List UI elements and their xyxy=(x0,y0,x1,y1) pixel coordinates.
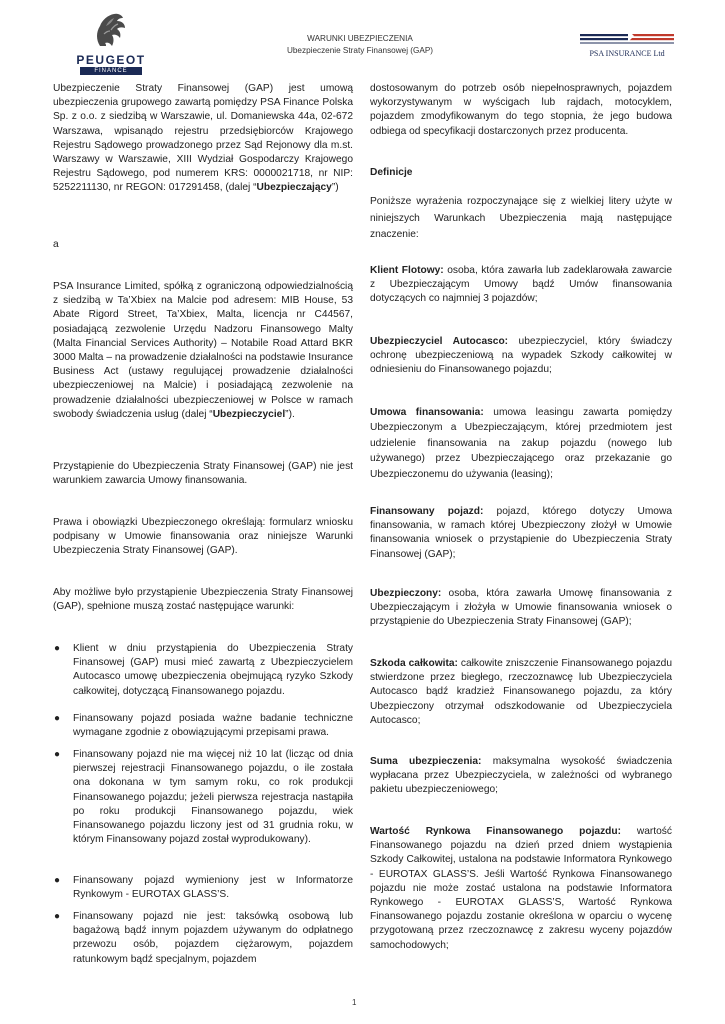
definition-item: Ubezpieczony: osoba, która zawarła Umowę finansowania z Ubezpieczającym i złożyła w Umowie finansowania wniosek o przystąpienie do Ubezpieczenia Straty Finansowej (GAP); xyxy=(370,588,672,628)
definition-term: Szkoda całkowita: xyxy=(370,658,458,669)
definitions-heading: Definicje xyxy=(370,167,413,178)
list-item: ● Klient w dniu przystąpienia do Ubezpieczenia Straty Finansowej (GAP) musi mieć zawartą z Ubezpieczycielem Autocasco umowę ubezpieczenia obejmującą ryzyko Szkody całkowitej, dotyczącą Finansowanego pojazdu. xyxy=(54,643,353,697)
definition-term: Klient Flotowy: xyxy=(370,265,444,276)
rights-obligations-paragraph: Prawa i obowiązki Ubezpieczonego określają: formularz wniosku podpisany w Umowie finansowania oraz niniejsze Warunki Ubezpieczenia Straty Finansowej (GAP). xyxy=(53,517,353,557)
brand-sub: FINANCE xyxy=(80,67,142,75)
list-item: ● Finansowany pojazd posiada ważne badanie techniczne wymagane zgodnie z obowiązującymi przepisami prawa. xyxy=(54,713,353,739)
definition-item: Finansowany pojazd: pojazd, którego dotyczy Umowa finansowania, w ramach której Ubezpieczony złożył w Umowie finansowania wniosek o przystąpienie do Ubezpieczenia Straty Finansowej (GAP); xyxy=(370,506,672,560)
brand-name: PEUGEOT xyxy=(76,53,146,67)
header-subtitle: Ubezpieczenie Straty Finansowej (GAP) xyxy=(286,46,434,55)
definition-term: Wartość Rynkowa Finansowanego pojazdu: xyxy=(370,826,622,837)
conjunction-a: a xyxy=(53,239,59,250)
list-item: ● Finansowany pojazd nie jest: taksówką osobową lub bagażową bądź innym pojazdem używanym do odpłatnego przewozu osób, pojazdem ciężarowym, pojazdem ratunkowym bądź specjalnym, pojazdem xyxy=(54,911,353,965)
definition-term: Suma ubezpieczenia: xyxy=(370,756,482,767)
flag-stripes-icon xyxy=(572,28,682,46)
page-number: 1 xyxy=(352,998,357,1007)
psa-insurance-logo xyxy=(572,28,682,58)
parties-paragraph-insurer-policyholder: Ubezpieczenie Straty Finansowej (GAP) jest umową ubezpieczenia grupowego zawartą pomiędzy PSA Finance Polska Sp. z o.o. z siedzibą w Warszawie, ul. Domaniewska 44a, 02-672 Warszawa, wpisanądo rejestru przedsiębiorców Krajowego Rejestru Sądowego prowadzonego przez Sąd Rejonowy dla m.st. Warszawy w Warszawie, XIII Wydział Gospodarczy Krajowego Rejestru Sądowego, pod numerem KRS: 0000021718, nr NIP: 5252211130, nr REGON: 017291458, (dalej “Ubezpieczający”) xyxy=(53,83,353,194)
conditions-intro-paragraph: Aby możliwe było przystąpienie Ubezpieczenia Straty Finansowej (GAP), spełnione muszą zostać następujące warunki: xyxy=(53,587,353,613)
peugeot-finance-logo xyxy=(70,10,152,76)
header-title: WARUNKI UBEZPIECZENIA xyxy=(307,34,413,43)
definition-item: Szkoda całkowita: całkowite zniszczenie Finansowanego pojazdu stwierdzone przez biegłego, rzeczoznawcę lub Ubezpieczyciela Autocasco bądź kradzież Finansowanego pojazdu, za który Ubezpieczony otrzymał odszkodowanie od Ubezpieczyciela Autocasco; xyxy=(370,658,672,726)
definition-term: Umowa finansowania: xyxy=(370,407,484,418)
definition-item: Wartość Rynkowa Finansowanego pojazdu: wartość Finansowanego pojazdu na dzień przed dniem wystąpienia Szkody Całkowitej, ustalona na podstawie Informatora Rynkowego - EUROTAX GLASS’S. Jeśli Wartość Rynkowa Finansowanego pojazdu nie może zostać ustalona na podstawie Informatora Rynkowego - EUROTAX GLASS’S, Wartość Rynkowa Finansowanego pojazdu zostanie określona w oparciu o wycenę przygotowaną przez rzeczoznawcę z zakresu wyceny pojazdów samochodowych; xyxy=(370,826,672,951)
definitions-intro: Poniższe wyrażenia rozpoczynające się z wielkiej litery użyte w niniejszych Warunkach Ubezpieczenia mają następujące znaczenie: xyxy=(370,196,672,240)
insurer-name: PSA INSURANCE Ltd xyxy=(589,49,665,58)
accession-note-paragraph: Przystąpienie do Ubezpieczenia Straty Finansowej (GAP) nie jest warunkiem zawarcia Umowy finansowania. xyxy=(53,461,353,487)
lion-icon xyxy=(70,10,152,50)
list-item: ● Finansowany pojazd wymieniony jest w Informatorze Rynkowym - EUROTAX GLASS’S. xyxy=(54,875,353,901)
definition-item: Ubezpieczyciel Autocasco: ubezpieczyciel, który świadczy ochronę ubezpieczeniową na wypadek Szkody całkowitej w odniesieniu do Finansowanego pojazdu; xyxy=(370,336,672,376)
definition-item: Umowa finansowania: umowa leasingu zawarta pomiędzy Ubezpieczonym a Ubezpieczającym, której przedmiotem jest udzielenie finansowania na zakup pojazdu (nowego lub używanego) przez Ubezpieczającego oraz przekazanie go Ubezpieczonemu do używania (leasing); xyxy=(370,407,673,480)
bullet-continuation: dostosowanym do potrzeb osób niepełnosprawnych, pojazdem wykorzystywanym w wyścigach lub rajdach, motocyklem, pojazdem zmodyfikowanym do tego stopnia, że jego budowa odbiega od specyfikacji dostarczonych przez producenta. xyxy=(370,83,672,137)
definition-item: Klient Flotowy: osoba, która zawarła lub zadeklarowała zawarcie z Ubezpieczającym Umowy bądź Umów finansowania dotyczących co najmniej 3 pojazdów; xyxy=(370,265,672,305)
definition-term: Ubezpieczony: xyxy=(370,588,442,599)
definition-term: Ubezpieczyciel Autocasco: xyxy=(370,336,509,347)
list-item: ● Finansowany pojazd nie ma więcej niż 10 lat (licząc od dnia pierwszej rejestracji Finansowanego pojazdu, o ile została ona dokonana w tym samym roku, co rok produkcji Finansowanego pojazdu; jeżeli pierwsza rejestracja nastąpiła po roku produkcji Finansowanego pojazdu, wiek Finansowanego pojazdu liczony jest od 31 grudnia roku, w którym Finansowany pojazd został wyprodukowany). xyxy=(54,749,353,846)
document-header xyxy=(260,33,460,57)
insurer-term: Ubezpieczyciel xyxy=(212,408,286,420)
parties-paragraph-insurer: PSA Insurance Limited, spółką z ograniczoną odpowiedzialnością z siedzibą w Ta’Xbiex na Malcie pod adresem: MIB House, 53 Abate Rigord Street, Ta’Xbiex, Malta, licencja nr C44567, posiadającą zezwolenie Urzędu Nadzoru Finansowego Malty (Malta Financial Services Authority) – Notabile Road Attard BKR 3000 Malta – na prowadzenie działalności na podstawie Insurance Business Act (ustawy regulującej prowadzenie działalności ubezpieczeniowej na Malcie) i posiadającą zezwolenie na prowadzenie działalności ubezpieczeniowej w Polsce w ramach swobody świadczenia usług (dalej “Ubezpieczyciel”). xyxy=(53,281,353,420)
definition-term: Finansowany pojazd: xyxy=(370,506,484,517)
definition-item: Suma ubezpieczenia: maksymalna wysokość świadczenia wypłacana przez Ubezpieczyciela, w zależności od wybranego pakietu ubezpieczeniowego; xyxy=(370,756,672,796)
policyholder-term: Ubezpieczający xyxy=(256,182,332,194)
